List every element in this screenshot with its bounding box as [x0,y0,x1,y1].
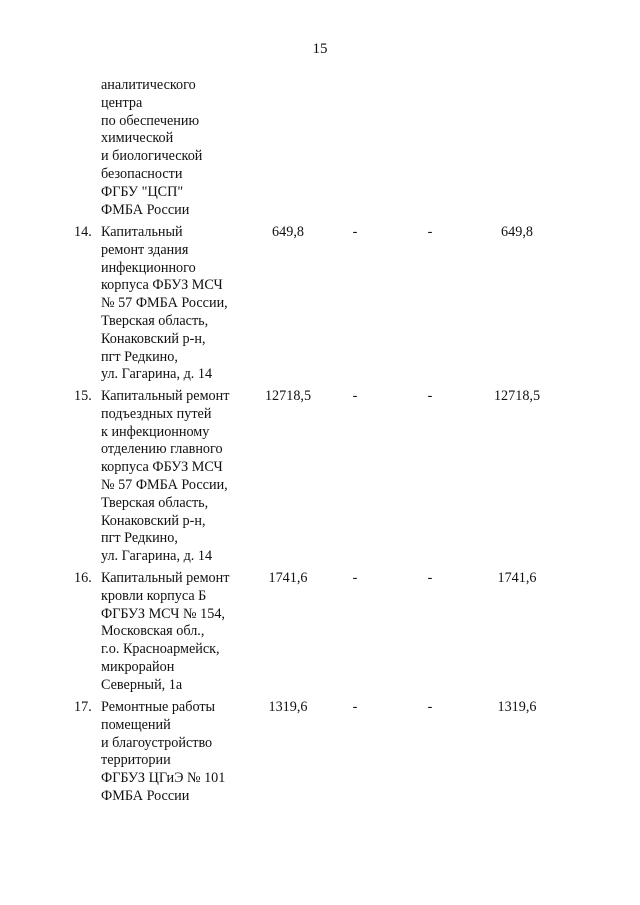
row-number: 16. [74,570,92,586]
value-column-2: - [352,388,358,404]
description-line: отделению главного [101,441,223,458]
description-line: пгт Редкино, [101,348,178,365]
description-line: инфекционного [101,259,196,276]
description-line: г.о. Красноармейск, [101,641,220,658]
description-line: ФМБА России [101,201,190,218]
description-line: пгт Редкино, [101,530,178,547]
description-line: ул. Гагарина, д. 14 [101,366,213,383]
row-number: 14. [74,224,92,240]
row-number: 17. [74,699,92,715]
description-line: № 57 ФМБА России, [101,295,228,312]
value-column-1: 1319,6 [268,699,308,715]
row-number: 15. [74,388,92,404]
description-line: Тверская область, [101,494,209,511]
value-column-1: 1741,6 [268,570,308,586]
value-column-1: 649,8 [272,224,304,240]
description-line: Капитальный ремонт [101,388,230,404]
description-line: безопасности [101,165,183,182]
row-description [101,699,256,806]
description-line: и благоустройство [101,734,213,751]
description-line: Капитальный [101,224,183,240]
description-line: ФГБУ "ЦСП" [101,183,184,200]
value-column-3: - [427,224,433,240]
description-line: Конаковский р-н, [101,330,206,347]
value-column-3: - [427,388,433,404]
value-column-2: - [352,224,358,240]
description-line: № 57 ФМБА России, [101,476,228,493]
description-line: Московская обл., [101,623,205,640]
description-line: Тверская область, [101,312,209,329]
description-line: Конаковский р-н, [101,512,206,529]
description-line: ФМБА России [101,787,190,804]
description-line: микрорайон [101,658,175,675]
row-description [101,388,256,566]
value-column-4: 649,8 [501,224,533,240]
value-column-2: - [352,699,358,715]
description-line: корпуса ФБУЗ МСЧ [101,277,223,294]
description-line: Ремонтные работы [101,699,216,715]
description-line: ФГБУЗ ЦГиЭ № 101 [101,770,226,787]
value-column-2: - [352,570,358,586]
description-line: Капитальный ремонт [101,570,230,586]
description-line: Северный, 1а [101,676,183,693]
description-line: подъездных путей [101,405,212,422]
value-column-4: 1319,6 [497,699,537,715]
value-column-1: 12718,5 [264,388,312,404]
description-line: аналитического [101,77,196,93]
description-line: химической [101,130,174,147]
description-line: помещений [101,716,171,733]
value-column-4: 12718,5 [493,388,541,404]
description-line: по обеспечению [101,112,200,129]
description-line: территории [101,752,171,769]
description-line: и биологической [101,148,203,165]
value-column-4: 1741,6 [497,570,537,586]
row-description [101,77,256,219]
row-description [101,224,256,384]
description-line: к инфекционному [101,423,210,440]
description-line: ФГБУЗ МСЧ № 154, [101,605,225,622]
description-line: корпуса ФБУЗ МСЧ [101,459,223,476]
description-line: ул. Гагарина, д. 14 [101,548,213,565]
page-number: 15 [312,41,328,57]
description-line: кровли корпуса Б [101,587,207,604]
description-line: центра [101,94,143,111]
description-line: ремонт здания [101,241,189,258]
value-column-3: - [427,570,433,586]
value-column-3: - [427,699,433,715]
row-description [101,570,256,695]
